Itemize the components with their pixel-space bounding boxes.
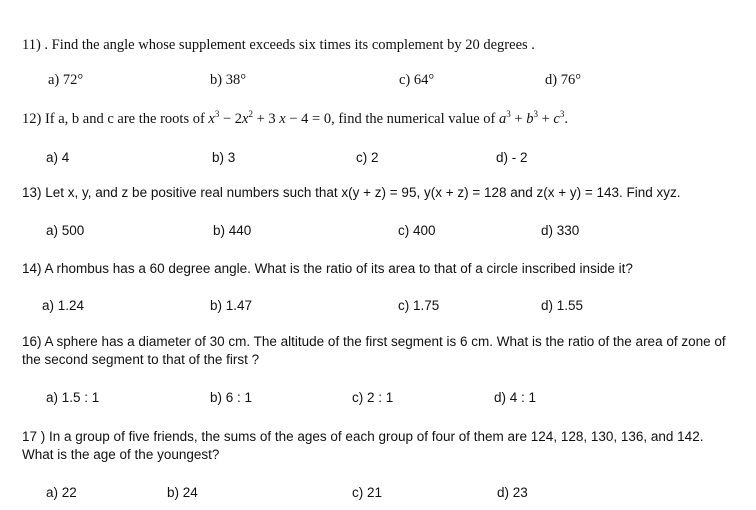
q14-option-b: b) 1.47 (210, 298, 253, 313)
question-13-text: 13) Let x, y, and z be positive real numbers such that x(y + z) = 95, y(x + z) = 128 and z(x + y) = 143. Find xyz. (22, 185, 681, 200)
q11-option-a: a) 72° (48, 72, 84, 88)
question-12-text: 12) If a, b and c are the roots of $x^3 - 2x^2 + 3$ x − 4 = 0, find the numerical value of $a^3 + b^3 + c^3$. (22, 109, 568, 127)
question-14-text: 14) A rhombus has a 60 degree angle. What is the ratio of its area to that of a circle inscribed inside it? (22, 261, 633, 276)
q12-option-c: c) 2 (356, 150, 379, 165)
q12-option-d: d) - 2 (496, 150, 528, 165)
q11-option-d: d) 76° (545, 72, 582, 88)
q17-option-b: b) 24 (167, 485, 198, 500)
q17-option-a: a) 22 (46, 485, 77, 500)
q16-option-d: d) 4 : 1 (494, 390, 537, 405)
question-17-text: 17 ) In a group of five friends, the sums of the ages of each group of four of them are 124, 128, 130, 136, and 142. What is the age of the youngest? (22, 429, 704, 462)
q14-option-d: d) 1.55 (541, 298, 584, 313)
q16-option-b: b) 6 : 1 (210, 390, 253, 405)
q17-option-c: c) 21 (352, 485, 383, 500)
q13-option-d: d) 330 (541, 223, 580, 238)
q11-option-b: b) 38° (210, 72, 247, 88)
q13-option-c: c) 400 (398, 223, 436, 238)
q13-option-b: b) 440 (213, 223, 252, 238)
q12-option-a: a) 4 (46, 150, 70, 165)
q17-option-d: d) 23 (497, 485, 528, 500)
q14-option-a: a) 1.24 (42, 298, 85, 313)
q16-option-c: c) 2 : 1 (352, 390, 394, 405)
q13-option-a: a) 500 (46, 223, 85, 238)
q16-option-a: a) 1.5 : 1 (46, 390, 100, 405)
question-11-text: 11) . Find the angle whose supplement exceeds six times its complement by 20 degrees . (22, 37, 535, 53)
q11-option-c: c) 64° (399, 72, 435, 88)
q12-option-b: b) 3 (212, 150, 236, 165)
question-16-text: 16) A sphere has a diameter of 30 cm. The altitude of the first segment is 6 cm. What is the ratio of the area of zone of the second segment to that of the first ? (22, 334, 726, 367)
q14-option-c: c) 1.75 (398, 298, 440, 313)
